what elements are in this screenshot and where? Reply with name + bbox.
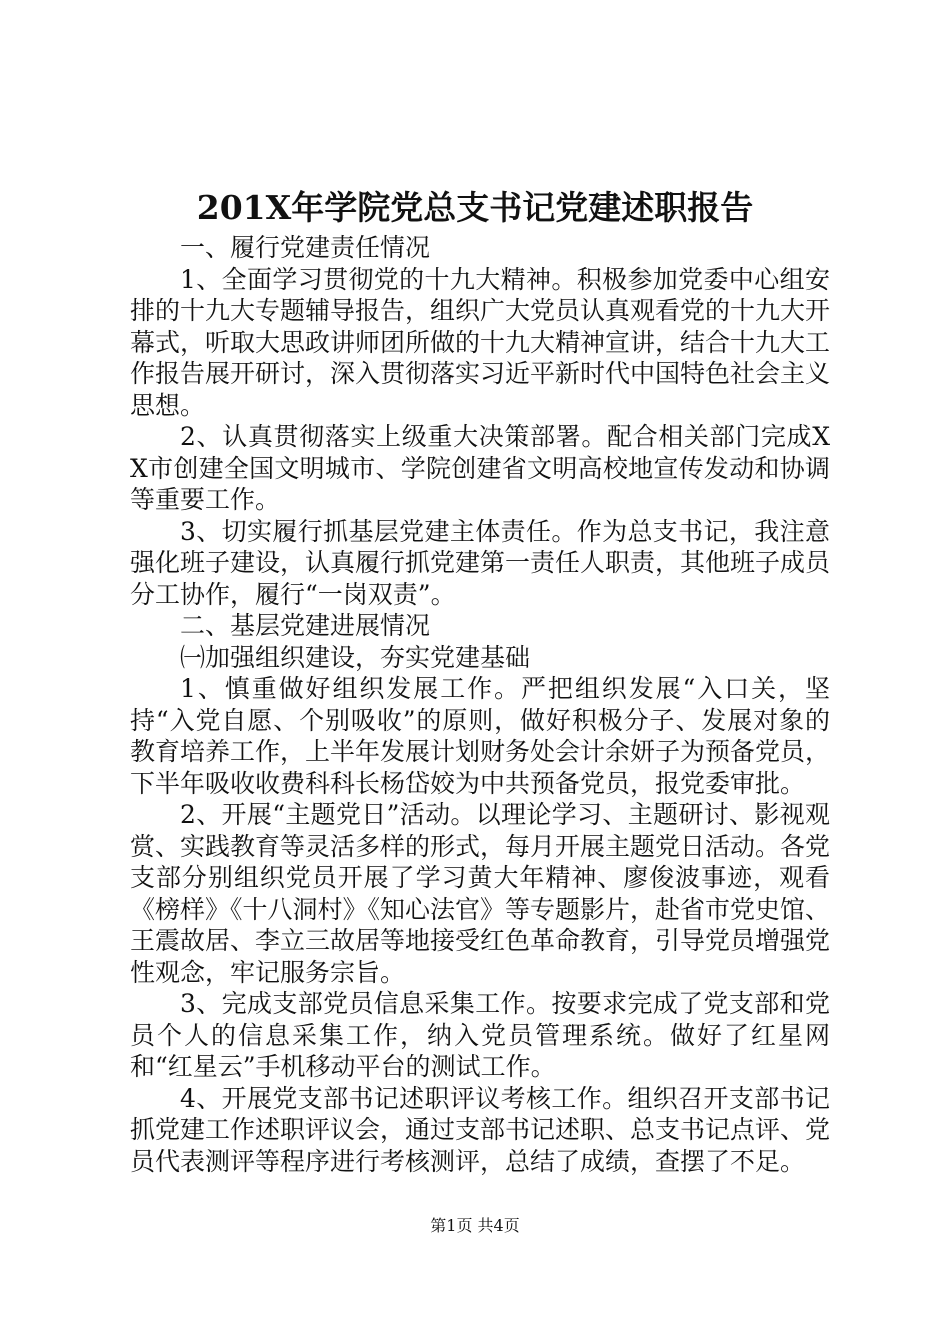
page-number-footer: 第1页 共4页 (430, 1216, 520, 1235)
document-body (130, 232, 830, 1177)
paragraph-5: 2、开展“主题党日”活动。以理论学习、主题研讨、影视观赏、实践教育等灵活多样的形式，每月开展主题党日活动。各党支部分别组织党员开展了学习黄大年精神、廖俊波事迹，观看《榜样》《十八洞村》《知心法官》等专题影片，赴省市党史馆、王震故居、李立三故居等地接受红色革命教育，引导党员增强党性观念，牢记服务宗旨。 (130, 800, 831, 987)
paragraph-6: 3、完成支部党员信息采集工作。按要求完成了党支部和党员个人的信息采集工作，纳入党员管理系统。做好了红星网和“红星云”手机移动平台的测试工作。 (130, 989, 830, 1081)
paragraph-1: 1、全面学习贯彻党的十九大精神。积极参加党委中心组安排的十九大专题辅导报告，组织广大党员认真观看党的十九大开幕式，听取大思政讲师团所做的十九大精神宣讲，结合十九大工作报告展开研讨，深入贯彻落实习近平新时代中国特色社会主义思想。 (130, 264, 831, 420)
section-heading-2: 二、基层党建进展情况 (180, 611, 431, 640)
subsection-heading-1: ㈠加强组织建设，夯实党建基础 (180, 642, 531, 672)
paragraph-3: 3、切实履行抓基层党建主体责任。作为总支书记，我注意强化班子建设，认真履行抓党建第一责任人职责，其他班子成员分工协作，履行“一岗双责”。 (130, 516, 831, 609)
paragraph-2: 2、认真贯彻落实上级重大决策部署。配合相关部门完成XX市创建全国文明城市、学院创建省文明高校地宣传发动和协调等重要工作。 (130, 422, 830, 514)
section-heading-1: 一、履行党建责任情况 (180, 233, 431, 262)
paragraph-4: 1、慎重做好组织发展工作。严把组织发展“入口关，坚持“入党自愿、个别吸收”的原则，做好积极分子、发展对象的教育培养工作，上半年发展计划财务处会计余妍子为预备党员，下半年吸收收费科科长杨岱姣为中共预备党员，报党委审批。 (130, 674, 831, 798)
paragraph-7: 4、开展党支部书记述职评议考核工作。组织召开支部书记抓党建工作述职评议会，通过支部书记述职、总支书记点评、党员代表测评等程序进行考核测评，总结了成绩，查摆了不足。 (130, 1083, 831, 1176)
document-title: 201X年学院党总支书记党建述职报告 (196, 188, 754, 227)
